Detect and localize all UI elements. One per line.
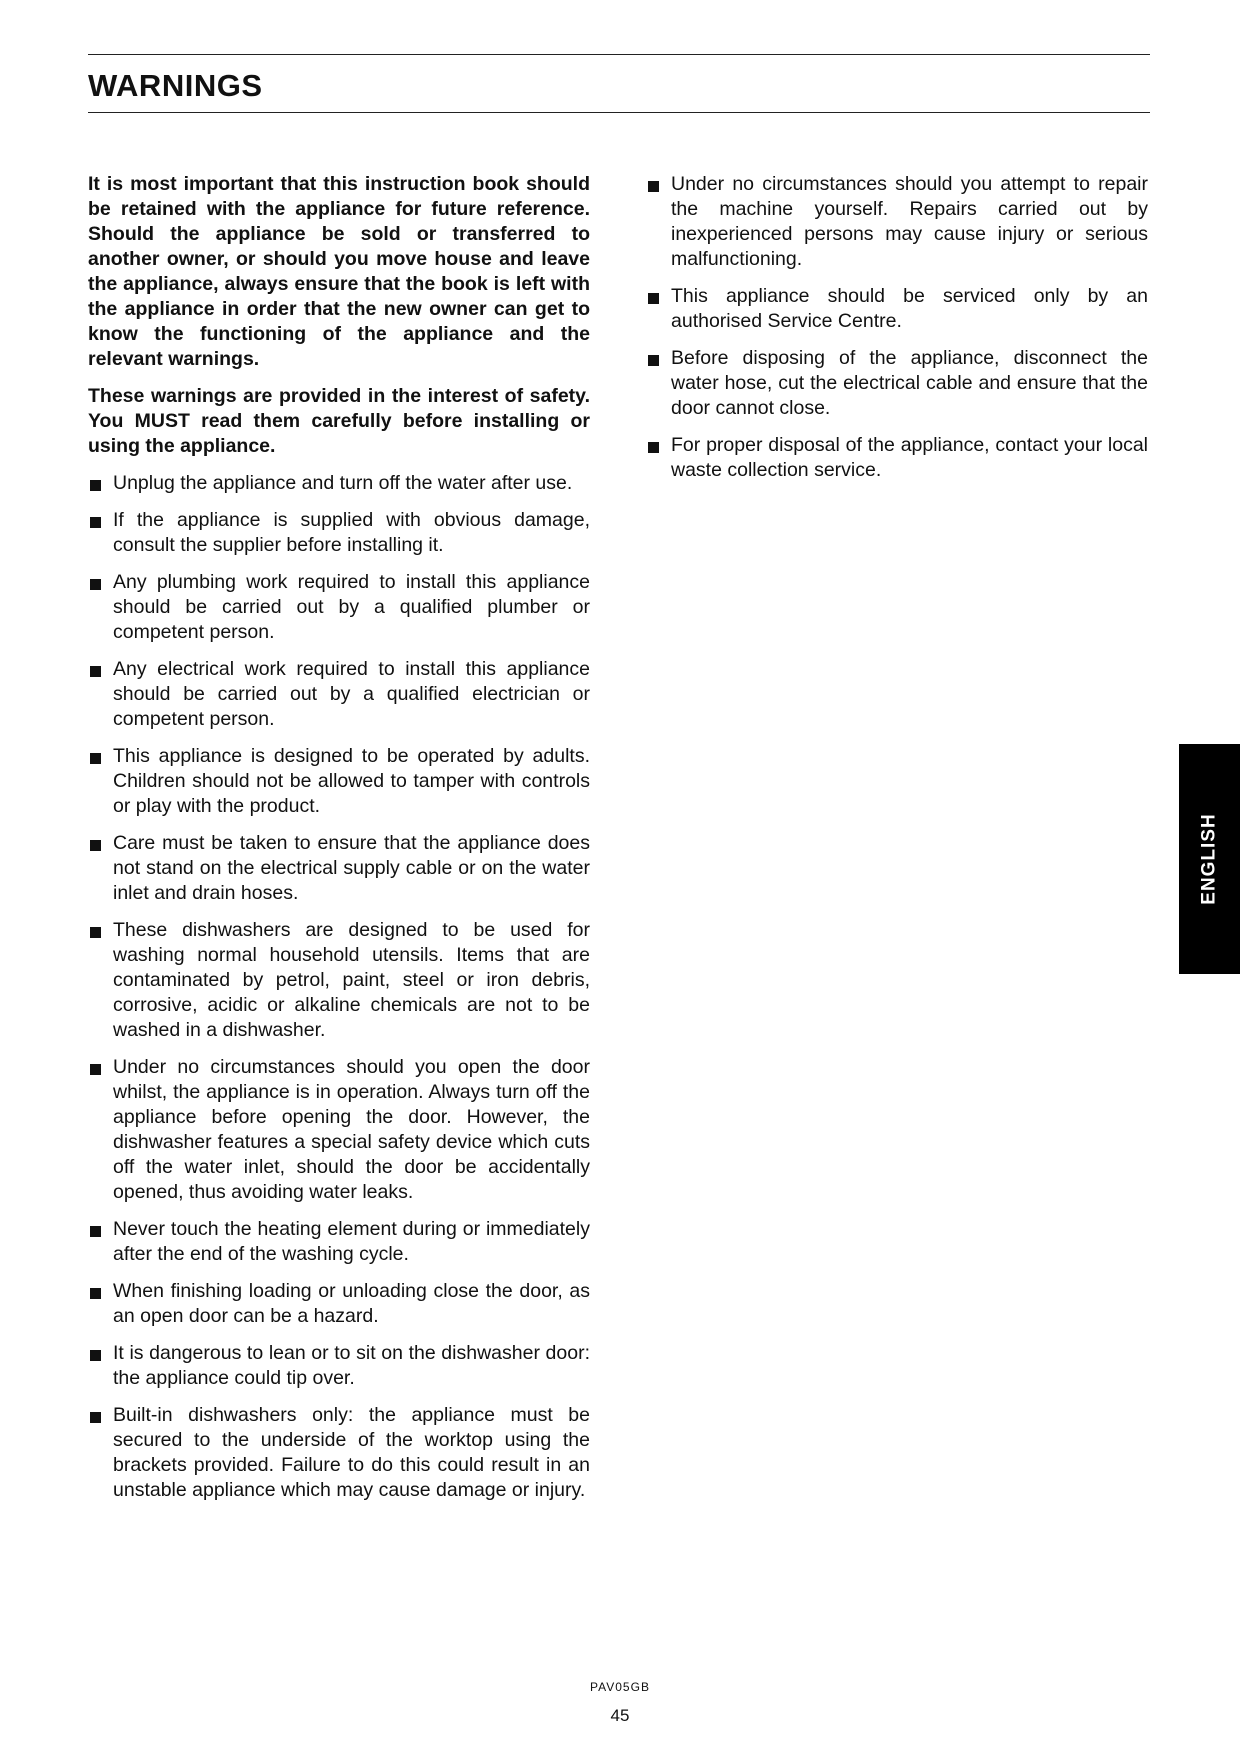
warning-item — [88, 1217, 590, 1267]
square-bullet-icon — [90, 517, 101, 528]
square-bullet-icon — [90, 579, 101, 590]
warning-text: Before disposing of the appliance, disconnect the water hose, cut the electrical cable and ensure that the door cannot close. — [671, 347, 1148, 419]
warning-list — [646, 172, 1148, 483]
warning-text: These dishwashers are designed to be used for washing normal household utensils. Items that are contaminated by petrol, paint, steel or iron debris, corrosive, acidic or alkaline chemicals are not to be washed in a dishwasher. — [113, 919, 590, 1041]
warning-item — [88, 918, 590, 1043]
warning-text: Any plumbing work required to install this appliance should be carried out by a qualified plumber or competent person. — [113, 571, 590, 643]
warning-list — [88, 471, 590, 1503]
warning-item — [88, 1341, 590, 1391]
warning-text: Care must be taken to ensure that the appliance does not stand on the electrical supply cable or on the water inlet and drain hoses. — [113, 832, 590, 904]
left-column — [88, 172, 590, 1515]
warning-text: Never touch the heating element during or immediately after the end of the washing cycle. — [113, 1218, 590, 1265]
square-bullet-icon — [90, 927, 101, 938]
warning-item — [88, 831, 590, 906]
document-code: PAV05GB — [590, 1680, 650, 1694]
warning-item — [88, 1403, 590, 1503]
square-bullet-icon — [90, 840, 101, 851]
language-tab — [1179, 744, 1240, 974]
warning-item — [88, 570, 590, 645]
square-bullet-icon — [648, 181, 659, 192]
square-bullet-icon — [90, 666, 101, 677]
warning-item — [88, 1279, 590, 1329]
square-bullet-icon — [648, 293, 659, 304]
header-rule-top — [88, 54, 1150, 55]
square-bullet-icon — [90, 1064, 101, 1075]
warning-item — [646, 284, 1148, 334]
warning-text: Under no circumstances should you open the door whilst, the appliance is in operation. Always turn off the appliance before opening the door. However, the dishwasher features a special safety device which cuts off the water inlet, should the door be accidentally opened, thus avoiding water leaks. — [113, 1056, 590, 1203]
warning-text: Unplug the appliance and turn off the water after use. — [113, 472, 573, 494]
square-bullet-icon — [90, 1412, 101, 1423]
warning-text: Under no circumstances should you attempt to repair the machine yourself. Repairs carried out by inexperienced persons may cause injury or serious malfunctioning. — [671, 173, 1148, 270]
warning-item — [88, 657, 590, 732]
square-bullet-icon — [90, 1350, 101, 1361]
square-bullet-icon — [90, 480, 101, 491]
square-bullet-icon — [648, 355, 659, 366]
warning-item — [646, 433, 1148, 483]
square-bullet-icon — [90, 1288, 101, 1299]
right-column — [646, 172, 1148, 495]
square-bullet-icon — [90, 753, 101, 764]
warning-item — [88, 471, 590, 496]
square-bullet-icon — [648, 442, 659, 453]
warning-text: Any electrical work required to install this appliance should be carried out by a qualified electrician or competent person. — [113, 658, 590, 730]
warning-text: For proper disposal of the appliance, contact your local waste collection service. — [671, 434, 1148, 481]
warning-text: It is dangerous to lean or to sit on the dishwasher door: the appliance could tip over. — [113, 1342, 590, 1389]
language-tab-label: ENGLISH — [1198, 813, 1220, 905]
warning-item — [88, 1055, 590, 1205]
warning-item — [646, 172, 1148, 272]
intro-paragraph: These warnings are provided in the interest of safety. You MUST read them carefully before installing or using the appliance. — [88, 385, 590, 457]
intro-paragraph: It is most important that this instruction book should be retained with the appliance for future reference. Should the appliance be sold or transferred to another owner, or should you move house and leave the appliance, always ensure that the book is left with the appliance in order that the new owner can get to know the functioning of the appliance and the relevant warnings. — [88, 173, 590, 370]
warning-item — [88, 508, 590, 558]
warning-item — [646, 346, 1148, 421]
page-title: WARNINGS — [88, 68, 263, 103]
warning-text: Built-in dishwashers only: the appliance must be secured to the underside of the worktop using the brackets provided. Failure to do this could result in an unstable appliance which may cause damage or injury. — [113, 1404, 590, 1501]
warning-text: If the appliance is supplied with obvious damage, consult the supplier before installing it. — [113, 509, 590, 556]
page-number: 45 — [610, 1706, 630, 1725]
warning-text: This appliance should be serviced only by an authorised Service Centre. — [671, 285, 1148, 332]
warning-text: This appliance is designed to be operated by adults. Children should not be allowed to tamper with controls or play with the product. — [113, 745, 590, 817]
warning-item — [88, 744, 590, 819]
square-bullet-icon — [90, 1226, 101, 1237]
warning-text: When finishing loading or unloading close the door, as an open door can be a hazard. — [113, 1280, 590, 1327]
header-rule-bottom — [88, 112, 1150, 113]
